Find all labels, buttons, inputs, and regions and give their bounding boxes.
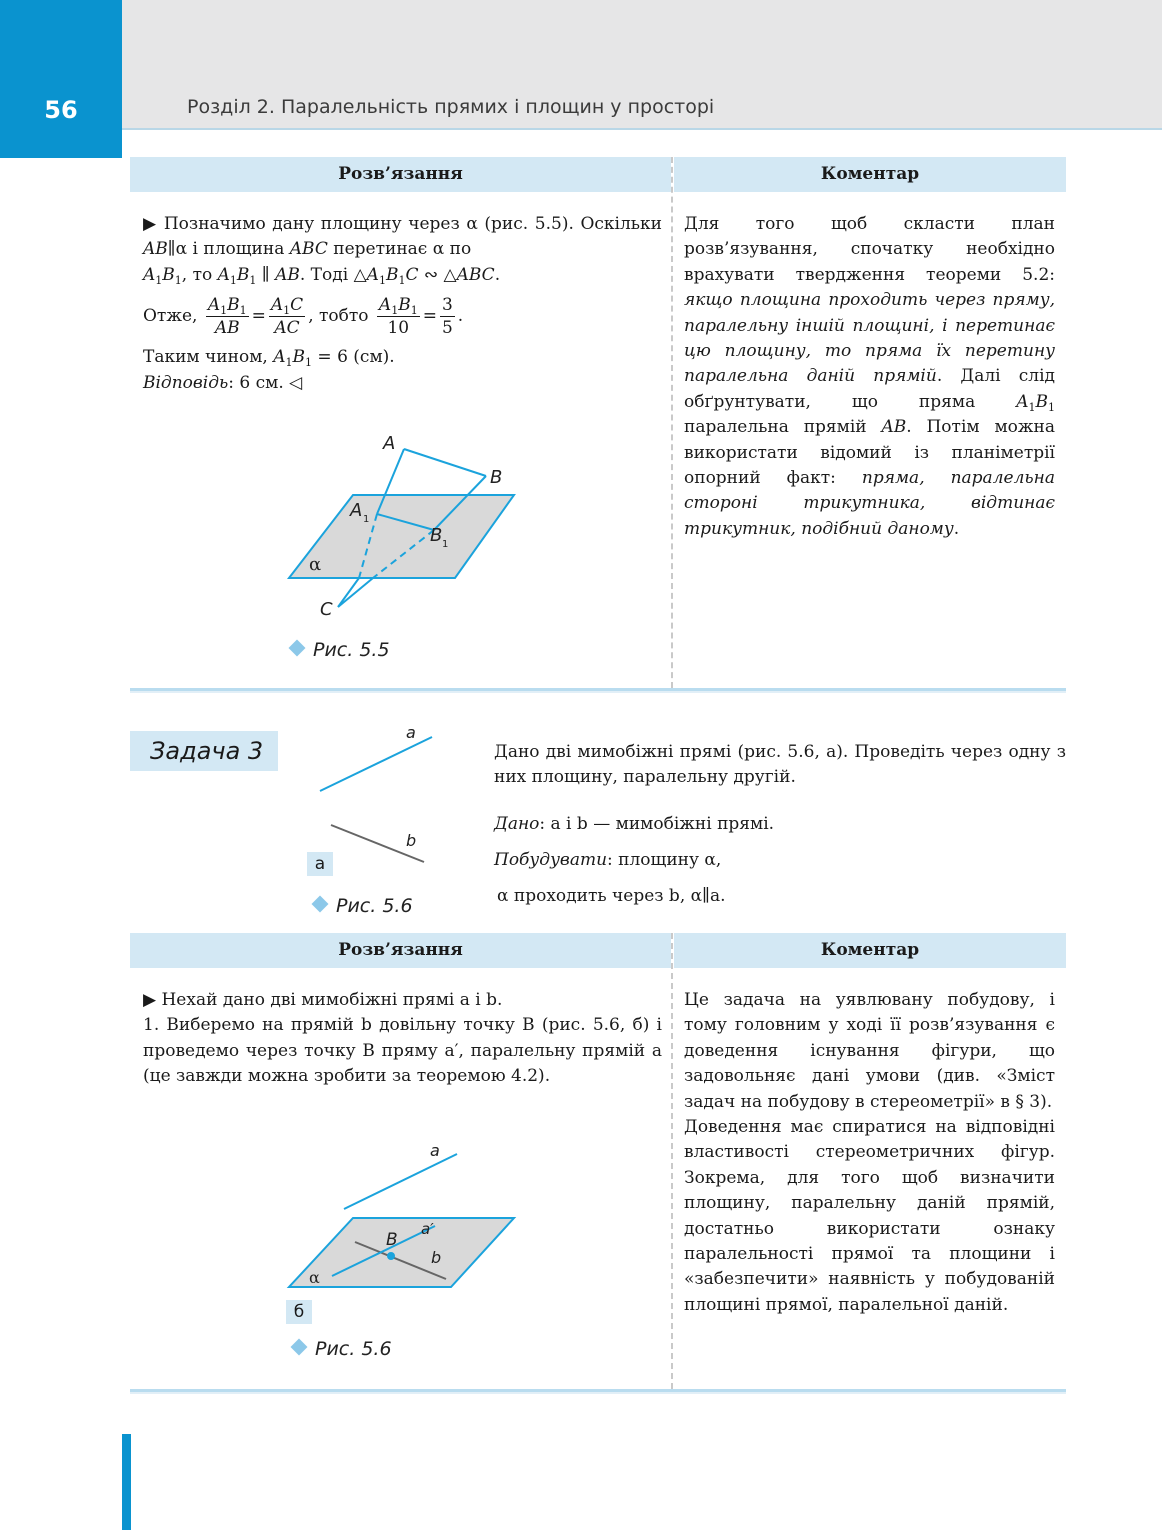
play-icon: ▶ [143,990,157,1010]
label-B: B [386,1230,398,1250]
figure-5-5-caption: Рис. 5.5 [291,639,390,661]
label-a-prime: a′ [421,1220,434,1238]
play-icon: ▶ [143,214,158,234]
point-B [387,1252,395,1260]
table-bottom-rule [130,688,1066,693]
solution-column-header: Розв’язання [130,933,671,968]
label-a: a [406,723,416,742]
diamond-bullet-icon [289,640,306,657]
label-B1-subscript: 1 [442,539,449,550]
line-a [344,1154,457,1209]
page-number-tab [0,0,122,158]
label-b: b [431,1248,442,1267]
figure-5-6a [305,720,445,870]
result-line: Таким чином, $A_1B_1 = 6$ (см). [143,347,395,370]
page-number: 56 [44,96,78,124]
solution-paragraph: $A_1B_1$, то $A_1B_1$ ∥ AB. Тоді $\triangle A_1B_1C$ ∾ △ABC. [143,264,501,287]
figure-5-6a-caption: Рис. 5.6 [314,895,413,917]
comment-column-header: Коментар [674,933,1066,968]
task-given: Дано: a і b — мимобіжні прямі. [494,814,775,834]
label-A: A [383,433,396,454]
table-bottom-rule [130,1389,1066,1394]
label-alpha: α [309,1268,320,1287]
proportion-line: Отже, $\frac{A_1B_1}{AB}$ = $\frac{A_1C}{AC}$ , тобто $\frac{A_1B_1}{10}$ = $\frac{3}{5}$ . [143,295,464,339]
answer-line: Відповідь: 6 см. ◁ [143,372,303,393]
figure-tag-b: б [286,1300,312,1324]
solution-column-header: Розв’язання [130,157,671,192]
solution-text-1 [143,212,662,396]
label-B: B [490,467,503,488]
comment-column-header: Коментар [674,157,1066,192]
figure-tag-a: а [307,852,333,876]
task-build: Побудувати: площину α, [494,850,722,870]
plane-alpha [289,495,514,578]
comment-text-2 [684,988,1055,1318]
label-A1: A [350,500,363,521]
solution-paragraph: 1. Виберемо на прямій b довільну точку B (рис. 5.6, б) і проведемо через точку B пряму a′, паралельну прямій a (це завжди можна зробити за теоремою 4.2). [143,1015,662,1087]
segment-AB [404,449,486,476]
label-alpha: α [309,554,322,575]
task-build-condition: α проходить через b, α∥a. [497,886,726,906]
task-label: Задача 3 [130,731,278,771]
label-C: C [320,599,333,620]
comment-text-1: Для того щоб скласти план розв’язування, спочатку необхідно врахувати твердження теореми 5.2: якщо площина проходить через пряму, паралельну іншій площині, і перетинає цю площину, то пряма їх перетину паралельна даній прямій. Далі слід обґрунтувати, що пряма $A_1B_1$ паралельна прямій AB. Потім можна використати відомий із планіметрії опорний факт: пряма, паралельна стороні трикутника, відтинає трикутник, подібний даному. [684,214,1056,539]
comment-paragraph: Доведення має спиратися на відповідні властивості стереометричних фігур. Зокрема, для того щоб визначити площину, паралельну даній прямій, достатньо використати ознаку паралельності прямої та площини і «забезпечити» наявність у побудованій площині прямої, паралельної даній. [684,1117,1055,1315]
figure-5-6b [280,1130,530,1300]
label-b: b [406,831,417,850]
solution-text-2 [143,988,662,1090]
label-B1: B [430,525,443,546]
task-statement: Дано дві мимобіжні прямі (рис. 5.6, а). Проведіть через одну з них площину, паралельну другій. [494,742,1066,788]
chapter-title: Розділ 2. Паралельність прямих і площин у просторі [187,96,715,118]
diamond-bullet-icon [312,896,329,913]
margin-accent-bar [122,1434,131,1530]
line-a [320,737,432,791]
figure-5-5 [270,425,540,625]
plane-alpha [289,1218,514,1287]
column-divider [671,933,673,1389]
label-A1-subscript: 1 [363,514,370,525]
diamond-bullet-icon [291,1339,308,1356]
solution-paragraph: ▶ Нехай дано дві мимобіжні прямі a і b. [143,990,503,1010]
header-rule [122,128,1162,130]
figure-5-6b-caption: Рис. 5.6 [293,1338,392,1360]
solution-paragraph: ▶ Позначимо дану площину через α (рис. 5.5). Оскільки AB∥α і площина ABC перетинає α по [143,214,662,260]
comment-paragraph: Це задача на уявлювану побудову, і тому головним у ході її розв’язування є доведення існування фігури, що задовольняє дані умови (див. «Зміст задач на побудову в стереометрії» в § 3). [684,990,1055,1112]
label-a: a [430,1141,440,1160]
column-divider [671,157,673,688]
